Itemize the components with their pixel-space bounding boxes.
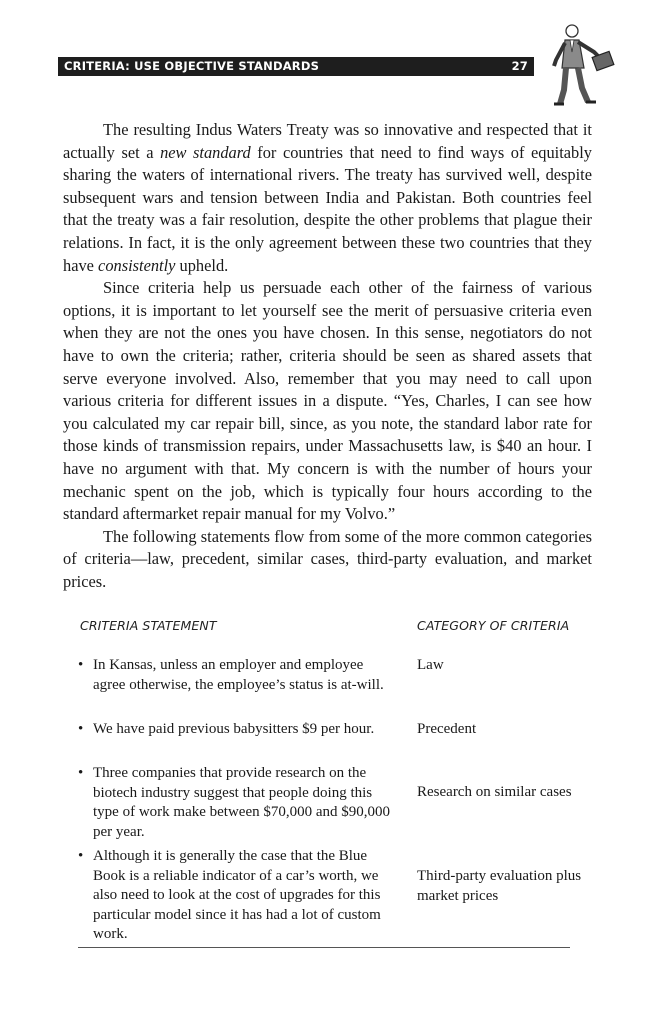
criteria-category: Precedent xyxy=(417,721,477,737)
bullet-icon: • xyxy=(78,657,84,673)
criteria-category: Third-party evaluation plus market prices xyxy=(417,868,582,904)
bullet-icon: • xyxy=(78,848,84,864)
column-header-category: CATEGORY OF CRITERIA xyxy=(417,618,570,633)
criteria-statement: • In Kansas, unless an employer and employee agree otherwise, the employee’s status is at-will. xyxy=(78,657,384,693)
criteria-category: Research on similar cases xyxy=(417,784,572,800)
running-header xyxy=(58,57,534,76)
businessman-with-briefcase-icon xyxy=(548,20,628,108)
paragraph-3: The following statements flow from some of the more common categories of criteria—law, precedent, similar cases, third-party evaluation, and market prices. xyxy=(63,526,592,591)
page-number: 27 xyxy=(511,59,528,73)
section-title: CRITERIA: USE OBJECTIVE STANDARDS xyxy=(64,59,320,73)
bullet-icon: • xyxy=(78,765,84,781)
bullet-icon: • xyxy=(78,721,84,737)
body-text xyxy=(63,119,592,593)
column-header-statement: CRITERIA STATEMENT xyxy=(80,618,217,633)
criteria-statement: • We have paid previous babysitters $9 per hour. xyxy=(78,720,398,740)
table-bottom-rule xyxy=(78,947,570,948)
criteria-category: Law xyxy=(417,657,444,673)
criteria-statement: • Although it is generally the case that the Blue Book is a reliable indicator of a car’s worth, we also need to look at the cost of upgrades for this particular model since it has had a lot of custom work. xyxy=(78,848,381,942)
criteria-statement: • Three companies that provide research on the biotech industry suggest that people doing this type of work make between $70,000 and $90,000 per year. xyxy=(78,765,391,840)
paragraph-2: Since criteria help us persuade each other of the fairness of various options, it is important to let yourself see the merit of persuasive criteria even when they are not the ones you have chosen. In this sense, negotiators do not have to own the criteria; rather, criteria should be seen as shared assets that serve everyone involved. Also, remember that you may need to call upon various criteria for different issues in a dispute. “Yes, Charles, I can see how you calculated my car repair bill, since, as you note, the standard labor rate for those kinds of transmission repairs, under Massachusetts law, is $40 an hour. I have no argument with that. My concern is with the number of hours your mechanic spent on the job, which is typically four hours according to the standard aftermarket repair manual for my Volvo.” xyxy=(63,278,592,524)
paragraph-1: The resulting Indus Waters Treaty was so innovative and respected that it actually set a new standard for countries that need to find ways of equitably sharing the waters of international rivers. The treaty has survived well, despite subsequent wars and tension between India and Pakistan. Both countries feel that the treaty was a fair resolution, despite the other problems that plague their relations. In fact, it is the only agreement between these two countries that they have consistently upheld. xyxy=(63,120,592,275)
